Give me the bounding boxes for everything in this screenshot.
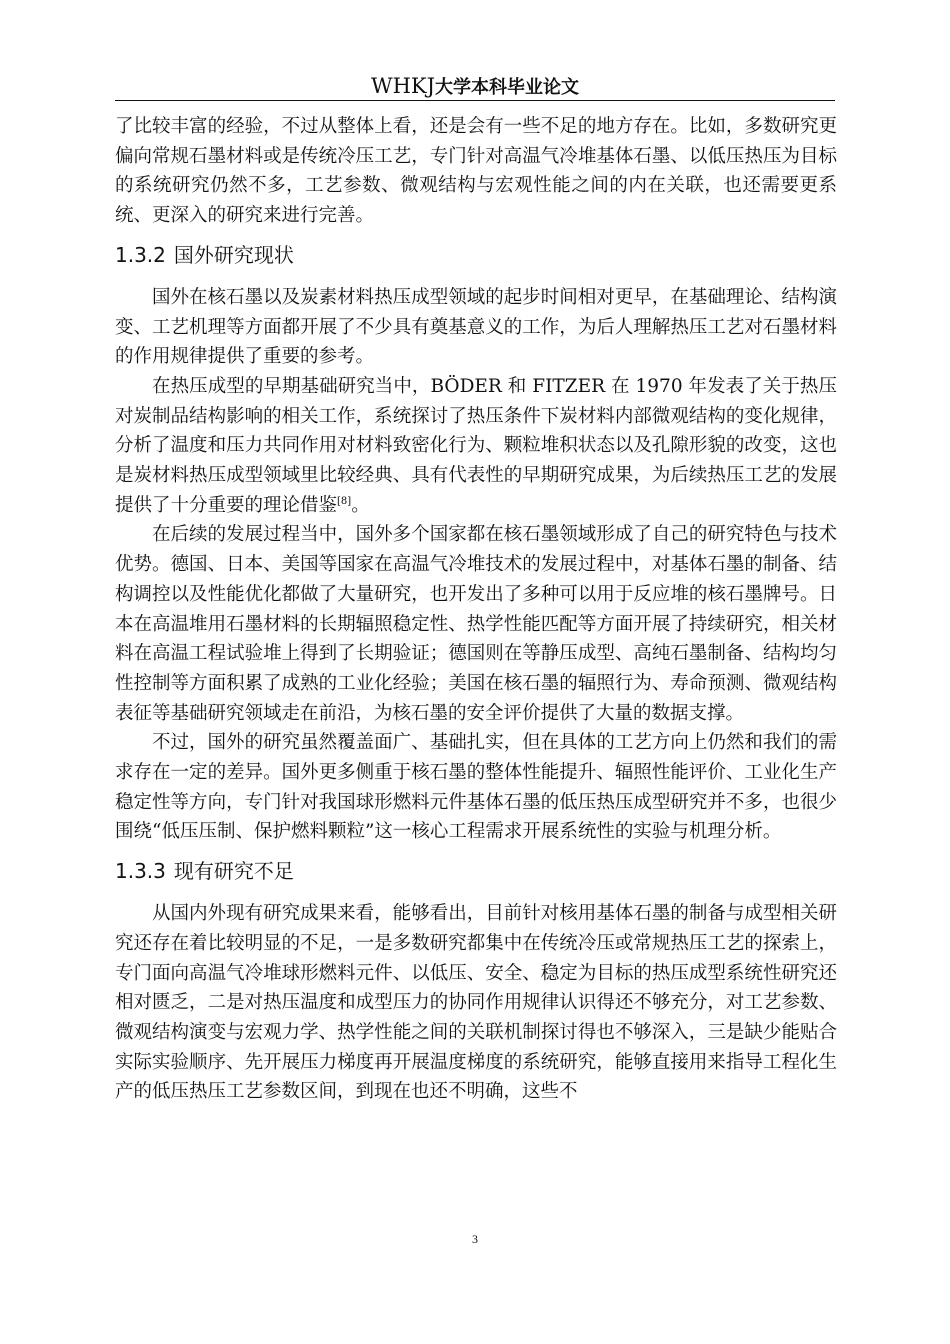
header-title: 大学本科毕业论文 [435,77,579,98]
citation-ref: [8] [337,495,352,507]
page-body [115,112,837,1107]
paragraph: 在后续的发展过程当中，国外多个国家都在核石墨领域形成了自己的研究特色与技术优势。德国、日本、美国等国家在高温气冷堆技术的发展过程中，对基体石墨的制备、结构调控以及性能优化都做了大量研究，也开发出了多种可以用于反应堆的核石墨牌号。日本在高温堆用石墨材料的长期辐照稳定性、热学性能匹配等方面开展了持续研究，相关材料在高温工程试验堆上得到了长期验证；德国则在等静压成型、高纯石墨制备、结构均匀性控制等方面积累了成熟的工业化经验；美国在核石墨的辐照行为、寿命预测、微观结构表征等基础研究领域走在前沿，为核石墨的安全评价提供了大量的数据支撑。 [115,524,837,724]
header-prefix: WHKJ [370,74,435,98]
section-number: 1.3.2 [115,242,166,267]
paragraph-with-citation [115,372,837,521]
section-heading-1-3-3 [115,857,837,885]
paragraph: 国外在核石墨以及炭素材料热压成型领域的起步时间相对更早，在基础理论、结构演变、工艺机理等方面都开展了不少具有奠基意义的工作，为后人理解热压工艺对石墨材料的作用规律提供了重要的参考。 [115,286,837,368]
paragraph: 从国内外现有研究成果来看，能够看出，目前针对核用基体石墨的制备与成型相关研究还存在着比较明显的不足，一是多数研究都集中在传统冷压或常规热压工艺的探索上，专门面向高温气冷堆球形燃料元件、以低压、安全、稳定为目标的热压成型系统性研究还相对匮乏，二是对热压温度和成型压力的协同作用规律认识得还不够充分，对工艺参数、微观结构演变与宏观力学、热学性能之间的关联机制探讨得也不够深入，三是缺少能贴合实际实验顺序、先开展压力梯度再开展温度梯度的系统研究，能够直接用来指导工程化生产的低压热压工艺参数区间，到现在也还不明确，这些不 [115,903,837,1103]
section-title: 国外研究现状 [173,242,294,267]
page-header [115,74,835,101]
section-number: 1.3.3 [115,859,166,884]
paragraph-text: 在热压成型的早期基础研究当中，BÖDER 和 FITZER 在 1970 年发表了关于热压对炭制品结构影响的相关工作，系统探讨了热压条件下炭材料内部微观结构的变化规律，分析了温度和压力共同作用对材料致密化行为、颗粒堆积状态以及孔隙形貌的改变，这也是炭材料热压成型领域里比较经典、具有代表性的早期研究成果，为后续热压工艺的发展提供了十分重要的理论借鉴 [115,375,837,516]
paragraph: 不过，国外的研究虽然覆盖面广、基础扎实，但在具体的工艺方向上仍然和我们的需求存在一定的差异。国外更多侧重于核石墨的整体性能提升、辐照性能评价、工业化生产稳定性等方向，专门针对我国球形燃料元件基体石墨的低压热压成型研究并不多，也很少围绕“低压压制、保护燃料颗粒”这一核心工程需求开展系统性的实验与机理分析。 [115,732,837,843]
paragraph-continued: 了比较丰富的经验，不过从整体上看，还是会有一些不足的地方存在。比如，多数研究更偏向常规石墨材料或是传统冷压工艺，专门针对高温气冷堆基体石墨、以低压热压为目标的系统研究仍然不多，工艺参数、微观结构与宏观性能之间的内在关联，也还需要更系统、更深入的研究来进行完善。 [115,116,837,227]
page-number: 3 [472,1232,478,1246]
section-title: 现有研究不足 [173,859,294,884]
paragraph-end: 。 [351,494,370,516]
section-heading-1-3-2 [115,241,837,269]
